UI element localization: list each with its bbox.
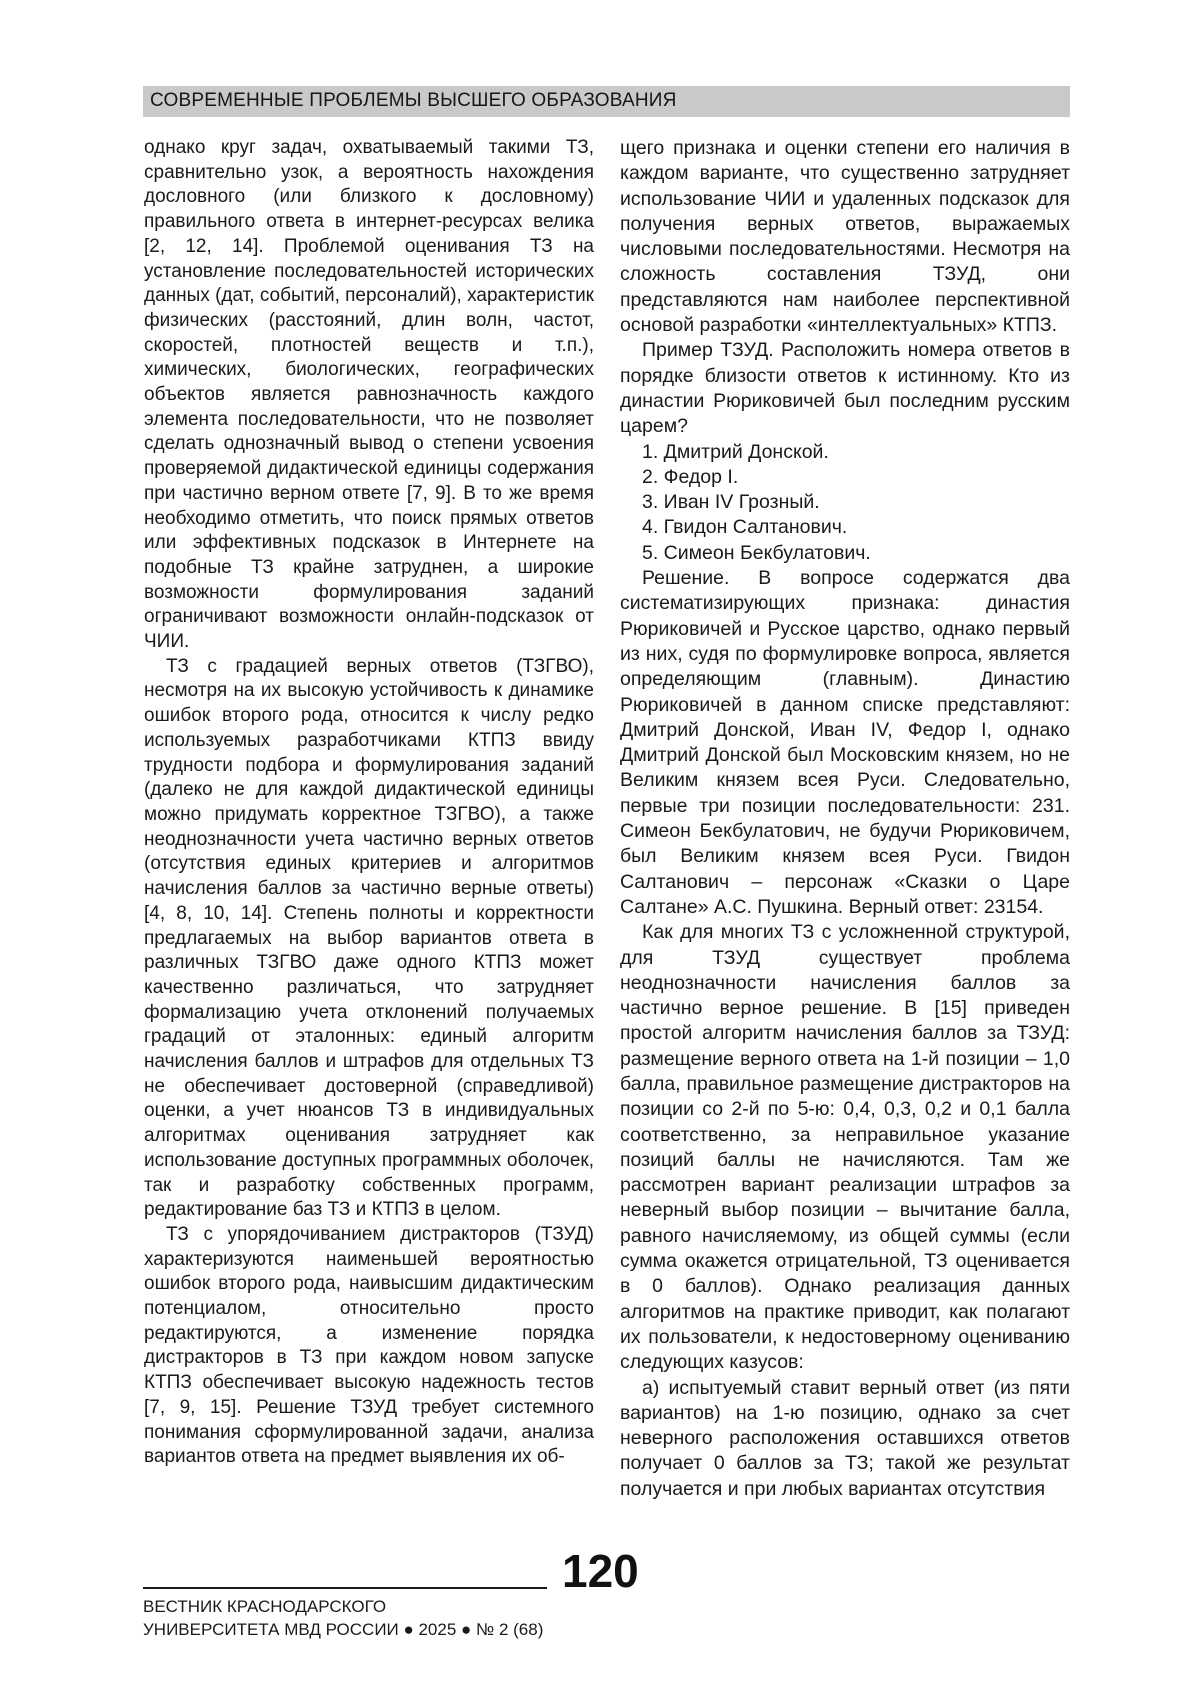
left-paragraph-3: ТЗ с упорядочиванием дистракторов (ТЗУД) характеризуются наименьшей вероятностью ошибок второго рода, наивысшим дидактическим потенциалом, относительно просто редактируются, а изменение порядка дистракторов в ТЗ при каждом новом запуске КТПЗ обеспечивает высокую надежность тестов [7, 9, 15]. Решение ТЗУД требует системного понимания сформулированной задачи, анализа вариантов ответа на предмет выявления их об- [144, 1223, 594, 1468]
answer-option: 4. Гвидон Салтанович. [642, 516, 848, 539]
right-column [620, 136, 1070, 1502]
footer-journal-name-line-1: ВЕСТНИК КРАСНОДАРСКОГО [143, 1597, 387, 1616]
page-number: 120 [562, 1545, 639, 1597]
journal-section-title: СОВРЕМЕННЫЕ ПРОБЛЕМЫ ВЫСШЕГО ОБРАЗОВАНИЯ [150, 90, 677, 111]
answer-option: 3. Иван IV Грозный. [642, 491, 820, 514]
left-paragraph-1: однако круг задач, охватываемый такими ТЗ, сравнительно узок, а вероятность нахождения дословного (или близкого к дословному) правильного ответа в интернет-ресурсах велика [2, 12, 14]. Проблемой оценивания ТЗ на установление последовательностей исторических данных (дат, событий, персоналий), характеристик физических (расстояний, длин волн, частот, скоростей, плотностей веществ и т.п.), химических, биологических, географических объектов является равнозначность каждого элемента последовательности, что не позволяет сделать однозначный вывод о степени усвоения проверяемой дидактической единицы содержания при частично верном ответе [7, 9]. В то же время необходимо отметить, что поиск прямых ответов или эффективных подсказок в Интернете на подобные ТЗ крайне затруднен, а широкие возможности формулирования заданий ограничивают возможности онлайн-подсказок от ЧИИ. [144, 137, 594, 653]
running-header [143, 86, 1070, 117]
answer-options-list [620, 440, 1070, 566]
answer-option: 1. Дмитрий Донской. [642, 440, 829, 463]
answer-option: 2. Федор I. [642, 465, 739, 488]
solution-paragraph: Решение. В вопросе содержатся два систематизирующих признака: династия Рюриковичей и Русское царство, однако первый из них, судя по формулировке вопроса, является определяющим (главным). Династию Рюриковичей в данном списке представляют: Дмитрий Донской, Иван IV, Федор I, однако Дмитрий Донской был Московским князем, но не Великим князем всея Руси. Следовательно, первые три позиции последовательности: 231. Симеон Бекбулатович, не будучи Рюриковичем, был Великим князем всея Руси. Гвидон Салтанович – персонаж «Сказки о Царе Салтане» А.С. Пушкина. Верный ответ: 23154. [620, 567, 1070, 918]
example-question: Пример ТЗУД. Расположить номера ответов в порядке близости ответов к истинному. Кто из династии Рюриковичей был последним русским царем? [620, 339, 1070, 438]
footer-journal-name-line-2: УНИВЕРСИТЕТА МВД РОССИИ ● 2025 ● № 2 (68) [143, 1620, 544, 1639]
right-paragraph-4: Как для многих ТЗ с усложненной структурой, для ТЗУД существует проблема неоднозначности начисления баллов за частично верное решение. В [15] приведен простой алгоритм начисления баллов за ТЗУД: размещение верного ответа на 1-й позиции – 1,0 балла, правильное размещение дистракторов на позиции со 2-й по 5-ю: 0,4, 0,3, 0,2 и 0,1 балла соответственно, за неправильное указание позиций баллы не начисляются. Там же рассмотрен вариант реализации штрафов за неверный выбор позиции – вычитание балла, равного начисляемому, из общей суммы (если сумма окажется отрицательной, ТЗ оценивается в 0 баллов). Однако реализация данных алгоритмов на практике приводит, как полагают их пользователи, к недостоверному оцениванию следующих казусов: [620, 921, 1070, 1374]
left-paragraph-2: ТЗ с градацией верных ответов (ТЗГВО), несмотря на их высокую устойчивость к динамике ошибок второго рода, относится к числу редко используемых разработчиками КТПЗ ввиду трудности подбора и формулирования заданий (далеко не для каждой дидактической единицы можно придумать корректное ТЗГВО), а также неоднозначности учета частично верных ответов (отсутствия единых критериев и алгоритмов начисления баллов за частично верные ответы) [4, 8, 10, 14]. Степень полноты и корректности предлагаемых на выбор вариантов ответа в различных ТЗГВО даже одного КТПЗ может качественно различаться, что затрудняет формализацию учета отклонений получаемых градаций от эталонных: единый алгоритм начисления баллов и штрафов для отдельных ТЗ не обеспечивает достоверной (справедливой) оценки, а учет нюансов ТЗ в индивидуальных алгоритмах оценивания затрудняет как использование доступных программных оболочек, так и разработку собственных программ, редактирование баз ТЗ и КТПЗ в целом. [144, 655, 594, 1221]
footer-divider [143, 1587, 547, 1589]
left-column [144, 136, 594, 1470]
right-paragraph-1: щего признака и оценки степени его наличия в каждом варианте, что существенно затрудняет использование ЧИИ и удаленных подсказок для получения верных ответов, выражаемых числовыми последовательностями. Несмотря на сложность составления ТЗУД, они представляются нам наиболее перспективной основой разработки «интеллектуальных» КТПЗ. [620, 137, 1070, 337]
answer-option: 5. Симеон Бекбулатович. [642, 541, 871, 564]
right-paragraph-5: а) испытуемый ставит верный ответ (из пяти вариантов) на 1-ю позицию, однако за счет неверного расположения оставшихся ответов получает 0 баллов за ТЗ; такой же результат получается и при любых вариантах отсутствия [620, 1376, 1070, 1500]
